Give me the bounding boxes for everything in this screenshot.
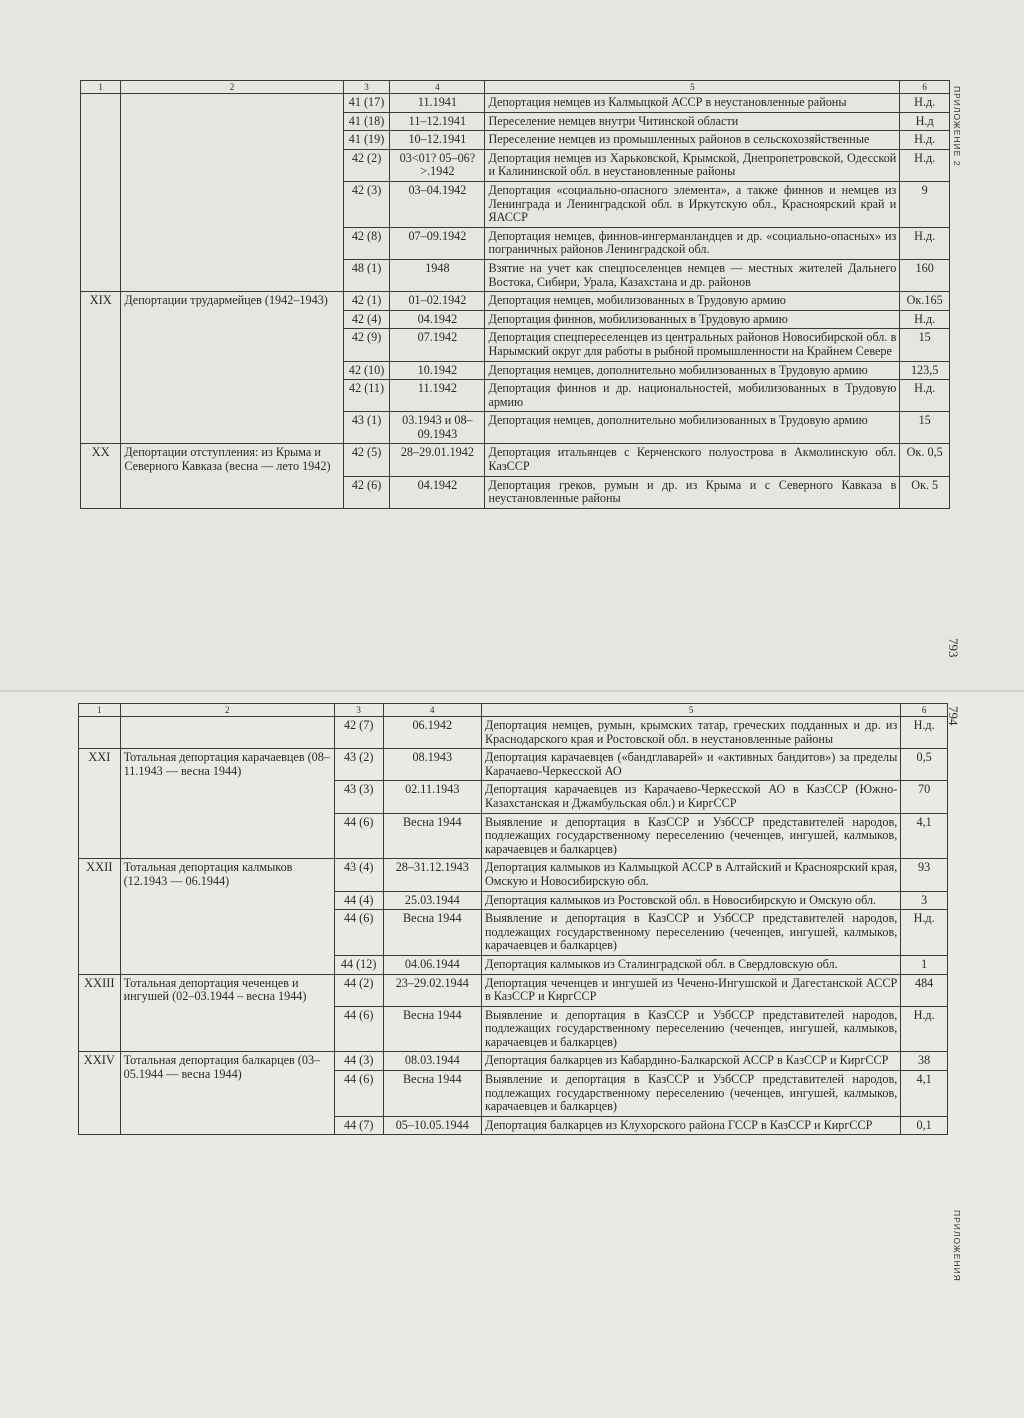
group-number-cell: XXIV xyxy=(79,1052,121,1135)
operation-description: Выявление и депортация в КазССР и УзбССР представителей народов, подлежащих государственному переселению (чеченцев, ингушей, калмыков, карачаевцев и балкарцев) xyxy=(482,1071,901,1117)
operation-date: 06.1942 xyxy=(383,717,481,749)
header-cell: 3 xyxy=(343,81,390,94)
operation-count: Н.д. xyxy=(901,1006,948,1052)
operation-count: Н.д. xyxy=(900,227,950,259)
header-cell: 1 xyxy=(79,704,121,717)
group-number-cell: XXIII xyxy=(79,974,121,1052)
header-cell: 6 xyxy=(901,704,948,717)
operation-code: 43 (4) xyxy=(334,859,383,891)
table-row xyxy=(79,749,948,781)
operation-count: Н.д. xyxy=(901,717,948,749)
table-row xyxy=(81,444,950,476)
operation-description: Депортация греков, румын и др. из Крыма и с Северного Кавказа в неустановленные районы xyxy=(485,476,900,508)
operation-date: 1948 xyxy=(390,259,485,291)
header-cell: 3 xyxy=(334,704,383,717)
operation-count: Н.д. xyxy=(900,94,950,113)
operation-description: Депортация немцев, дополнительно мобилизованных в Трудовую армию xyxy=(485,361,900,380)
group-title-cell: Депортации отступления: из Крыма и Северного Кавказа (весна — лето 1942) xyxy=(121,444,343,508)
operation-code: 44 (12) xyxy=(334,955,383,974)
table-row xyxy=(79,1052,948,1071)
operation-description: Депортация карачаевцев («бандглаварей» и «активных бандитов») за пределы Карачаево-Черкесской АО xyxy=(482,749,901,781)
operation-date: 08.1943 xyxy=(383,749,481,781)
operation-count: 123,5 xyxy=(900,361,950,380)
operation-description: Депортация итальянцев с Керченского полуострова в Акмолинскую обл. КазССР xyxy=(485,444,900,476)
operation-description: Выявление и депортация в КазССР и УзбССР представителей народов, подлежащих государственному переселению (чеченцев, ингушей, калмыков, карачаевцев и балкарцев) xyxy=(482,813,901,859)
operation-date: 07–09.1942 xyxy=(390,227,485,259)
table-row xyxy=(79,717,948,749)
page-number-top: 793 xyxy=(946,638,961,658)
operation-date: 04.1942 xyxy=(390,310,485,329)
operation-count: 484 xyxy=(901,974,948,1006)
operation-count: 4,1 xyxy=(901,813,948,859)
header-row xyxy=(81,81,950,94)
header-row xyxy=(79,704,948,717)
operation-count: Н.д. xyxy=(900,131,950,150)
operation-description: Переселение немцев внутри Читинской области xyxy=(485,112,900,131)
operation-count: Н.д. xyxy=(900,380,950,412)
operation-code: 43 (3) xyxy=(334,781,383,813)
table-row xyxy=(79,859,948,891)
operation-description: Депортация спецпереселенцев из центральных районов Новосибирской обл. в Нарымский округ для работы в рыбной промышленности на Крайнем Севере xyxy=(485,329,900,361)
operation-code: 41 (19) xyxy=(343,131,390,150)
operation-code: 42 (7) xyxy=(334,717,383,749)
header-cell: 4 xyxy=(390,81,485,94)
header-cell: 5 xyxy=(482,704,901,717)
header-cell: 2 xyxy=(121,81,343,94)
operation-count: 93 xyxy=(901,859,948,891)
operation-date: 05–10.05.1944 xyxy=(383,1116,481,1135)
operation-code: 42 (6) xyxy=(343,476,390,508)
operation-date: 25.03.1944 xyxy=(383,891,481,910)
operation-count: 4,1 xyxy=(901,1071,948,1117)
operation-date: 04.1942 xyxy=(390,476,485,508)
header-cell: 6 xyxy=(900,81,950,94)
page-seam xyxy=(0,690,1024,692)
operation-code: 44 (6) xyxy=(334,910,383,956)
operation-description: Переселение немцев из промышленных районов в сельскохозяйственные xyxy=(485,131,900,150)
operation-count: 1 xyxy=(901,955,948,974)
operation-date: 02.11.1943 xyxy=(383,781,481,813)
operation-count: 9 xyxy=(900,181,950,227)
group-number-cell: XX xyxy=(81,444,121,508)
operation-description: Депортация немцев, финнов-ингерманландцев и др. «социально-опасных» из пограничных районов Ленинградской обл. xyxy=(485,227,900,259)
running-header-bottom: ПРИЛОЖЕНИЯ xyxy=(952,1210,962,1282)
operation-description: Депортация немцев, мобилизованных в Трудовую армию xyxy=(485,292,900,311)
page-number-bottom: 794 xyxy=(946,706,961,726)
operation-date: 03<01? 05–06?>.1942 xyxy=(390,149,485,181)
operation-code: 42 (3) xyxy=(343,181,390,227)
operation-code: 42 (5) xyxy=(343,444,390,476)
group-title-cell: Тотальная депортация калмыков (12.1943 — 06.1944) xyxy=(120,859,334,974)
table-row xyxy=(79,974,948,1006)
table-row xyxy=(81,94,950,113)
operation-date: 11.1941 xyxy=(390,94,485,113)
operation-code: 42 (9) xyxy=(343,329,390,361)
operation-date: Весна 1944 xyxy=(383,1071,481,1117)
header-cell: 2 xyxy=(120,704,334,717)
operation-description: Депортация калмыков из Сталинградской обл. в Свердловскую обл. xyxy=(482,955,901,974)
group-title-cell: Депортации трудармейцев (1942–1943) xyxy=(121,292,343,444)
operation-date: 23–29.02.1944 xyxy=(383,974,481,1006)
group-number-cell xyxy=(79,717,121,749)
operation-count: Ок.165 xyxy=(900,292,950,311)
operation-date: 11–12.1941 xyxy=(390,112,485,131)
operation-count: Н.д xyxy=(900,112,950,131)
operation-code: 43 (1) xyxy=(343,412,390,444)
operation-code: 48 (1) xyxy=(343,259,390,291)
operation-count: 0,5 xyxy=(901,749,948,781)
operation-count: 15 xyxy=(900,329,950,361)
operation-count: Ок. 5 xyxy=(900,476,950,508)
operation-date: 28–29.01.1942 xyxy=(390,444,485,476)
group-number-cell: XIX xyxy=(81,292,121,444)
group-title-cell: Тотальная депортация карачаевцев (08–11.1943 — весна 1944) xyxy=(120,749,334,859)
group-number-cell: XXII xyxy=(79,859,121,974)
operation-code: 44 (6) xyxy=(334,1006,383,1052)
operation-date: 03–04.1942 xyxy=(390,181,485,227)
operation-description: Депортация немцев из Харьковской, Крымской, Днепропетровской, Одесской и Калининской обл. в неустановленные районы xyxy=(485,149,900,181)
operation-description: Выявление и депортация в КазССР и УзбССР представителей народов, подлежащих государственному переселению (чеченцев, ингушей, калмыков, карачаевцев и балкарцев) xyxy=(482,910,901,956)
operation-description: Депортация калмыков из Ростовской обл. в Новосибирскую и Омскую обл. xyxy=(482,891,901,910)
operation-description: Депортация финнов, мобилизованных в Трудовую армию xyxy=(485,310,900,329)
operation-count: Ок. 0,5 xyxy=(900,444,950,476)
operation-count: 160 xyxy=(900,259,950,291)
operation-date: 28–31.12.1943 xyxy=(383,859,481,891)
running-header-top: ПРИЛОЖЕНИЕ 2 xyxy=(952,86,962,167)
operation-count: 3 xyxy=(901,891,948,910)
operation-count: Н.д. xyxy=(900,310,950,329)
operation-code: 42 (4) xyxy=(343,310,390,329)
operation-date: 08.03.1944 xyxy=(383,1052,481,1071)
operation-code: 44 (6) xyxy=(334,813,383,859)
operation-description: Депортация калмыков из Калмыцкой АССР в Алтайский и Красноярский края, Омскую и Новосибирскую обл. xyxy=(482,859,901,891)
operation-date: 01–02.1942 xyxy=(390,292,485,311)
operation-code: 44 (6) xyxy=(334,1071,383,1117)
operation-description: Депортация немцев, румын, крымских татар, греческих подданных и др. из Краснодарского края и Ростовской обл. в неустановленные районы xyxy=(482,717,901,749)
group-title-cell: Тотальная депортация чеченцев и ингушей (02–03.1944 – весна 1944) xyxy=(120,974,334,1052)
operation-description: Депортация немцев из Калмыцкой АССР в неустановленные районы xyxy=(485,94,900,113)
group-title-cell xyxy=(121,94,343,292)
header-cell: 5 xyxy=(485,81,900,94)
operation-code: 41 (17) xyxy=(343,94,390,113)
header-cell: 1 xyxy=(81,81,121,94)
operation-code: 44 (4) xyxy=(334,891,383,910)
deportation-table-bottom xyxy=(78,703,948,1135)
group-number-cell: XXI xyxy=(79,749,121,859)
operation-code: 44 (3) xyxy=(334,1052,383,1071)
operation-code: 42 (2) xyxy=(343,149,390,181)
operation-count: Н.д. xyxy=(900,149,950,181)
operation-count: 38 xyxy=(901,1052,948,1071)
operation-date: 04.06.1944 xyxy=(383,955,481,974)
operation-code: 42 (1) xyxy=(343,292,390,311)
group-number-cell xyxy=(81,94,121,292)
deportation-table-top xyxy=(80,80,950,509)
operation-count: 0,1 xyxy=(901,1116,948,1135)
operation-date: Весна 1944 xyxy=(383,1006,481,1052)
operation-count: 70 xyxy=(901,781,948,813)
header-cell: 4 xyxy=(383,704,481,717)
operation-code: 42 (10) xyxy=(343,361,390,380)
operation-count: 15 xyxy=(900,412,950,444)
operation-date: 10–12.1941 xyxy=(390,131,485,150)
operation-date: 10.1942 xyxy=(390,361,485,380)
operation-description: Депортация финнов и др. национальностей, мобилизованных в Трудовую армию xyxy=(485,380,900,412)
operation-description: Депортация балкарцев из Клухорского района ГССР в КазССР и КиргССР xyxy=(482,1116,901,1135)
operation-description: Взятие на учет как спецпоселенцев немцев — местных жителей Дальнего Востока, Сибири, Урала, Казахстана и др. районов xyxy=(485,259,900,291)
group-title-cell xyxy=(120,717,334,749)
operation-code: 42 (11) xyxy=(343,380,390,412)
operation-description: Выявление и депортация в КазССР и УзбССР представителей народов, подлежащих государственному переселению (чеченцев, ингушей, калмыков, карачаевцев и балкарцев) xyxy=(482,1006,901,1052)
operation-description: Депортация балкарцев из Кабардино-Балкарской АССР в КазССР и КиргССР xyxy=(482,1052,901,1071)
operation-date: Весна 1944 xyxy=(383,813,481,859)
operation-code: 42 (8) xyxy=(343,227,390,259)
operation-code: 43 (2) xyxy=(334,749,383,781)
operation-description: Депортация немцев, дополнительно мобилизованных в Трудовую армию xyxy=(485,412,900,444)
operation-description: Депортация карачаевцев из Карачаево-Черкесской АО в КазССР (Южно-Казахстанская и Джамбульская обл.) и КиргССР xyxy=(482,781,901,813)
operation-code: 44 (7) xyxy=(334,1116,383,1135)
operation-code: 44 (2) xyxy=(334,974,383,1006)
group-title-cell: Тотальная депортация балкарцев (03–05.1944 — весна 1944) xyxy=(120,1052,334,1135)
operation-code: 41 (18) xyxy=(343,112,390,131)
operation-date: Весна 1944 xyxy=(383,910,481,956)
operation-description: Депортация чеченцев и ингушей из Чечено-Ингушской и Дагестанской АССР в КазССР и КиргССР xyxy=(482,974,901,1006)
operation-date: 07.1942 xyxy=(390,329,485,361)
operation-date: 11.1942 xyxy=(390,380,485,412)
operation-count: Н.д. xyxy=(901,910,948,956)
table-row xyxy=(81,292,950,311)
operation-description: Депортация «социально-опасного элемента», а также финнов и немцев из Ленинграда и Ленинградской обл. в Иркутскую обл., Красноярский край и ЯАССР xyxy=(485,181,900,227)
operation-date: 03.1943 и 08–09.1943 xyxy=(390,412,485,444)
